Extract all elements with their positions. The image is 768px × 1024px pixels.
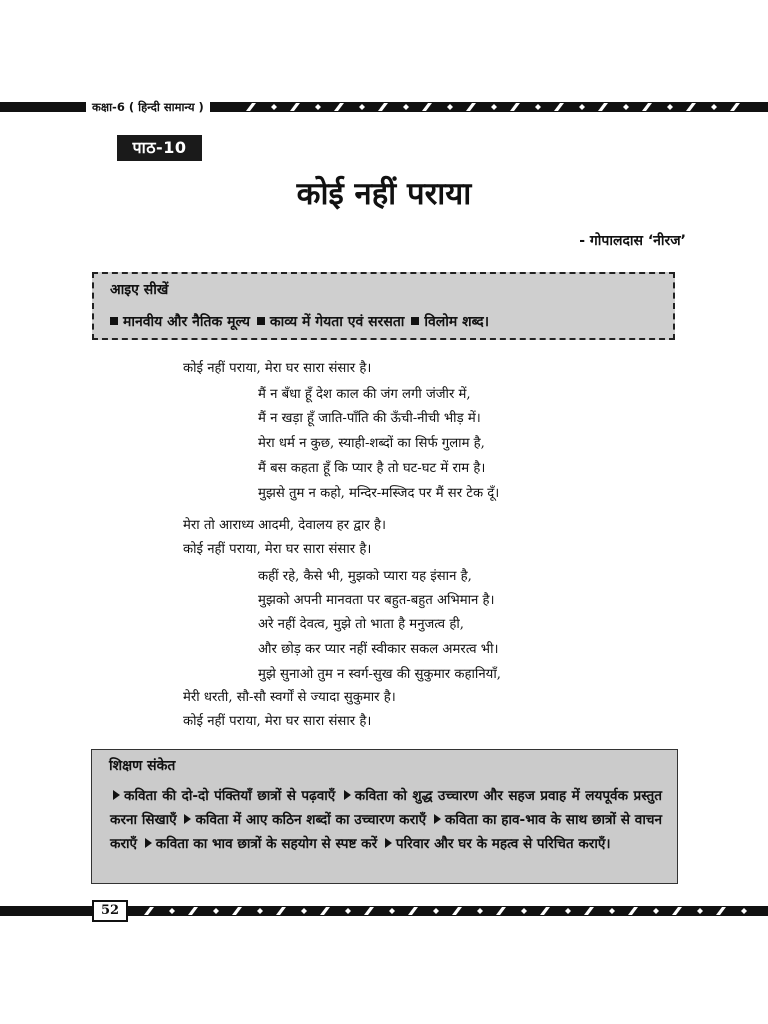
poem-line: मेरा धर्म न कुछ, स्याही-शब्दों का सिर्फ गुलाम है, xyxy=(258,436,485,451)
lesson-number-badge: पाठ-10 xyxy=(117,135,202,161)
poem-line: और छोड़ कर प्यार नहीं स्वीकार सकल अमरत्व भी। xyxy=(258,642,499,657)
bullet-square-icon xyxy=(110,317,118,325)
poem-line: मुझको अपनी मानवता पर बहुत-बहुत अभिमान है। xyxy=(258,593,495,608)
teaching-points xyxy=(110,784,662,856)
teaching-point: कविता की दो-दो पंक्तियाँ छात्रों से पढ़वाएँ xyxy=(124,788,336,804)
poem-line: मेरा तो आराध्य आदमी, देवालय हर द्वार है। xyxy=(183,518,386,533)
teaching-heading: शिक्षण संकेत xyxy=(109,758,176,774)
poem-line: मैं बस कहता हूँ कि प्यार है तो घट-घट में राम है। xyxy=(258,461,486,476)
poem-line: कोई नहीं पराया, मेरा घर सारा संसार है। xyxy=(183,542,372,557)
learning-heading: आइए सीखें xyxy=(110,282,169,298)
bullet-triangle-icon xyxy=(344,790,351,800)
teaching-point: कविता में आए कठिन शब्दों का उच्चारण कराएँ xyxy=(195,812,427,828)
poem-line: कहीं रहे, कैसे भी, मुझको प्यारा यह इंसान है, xyxy=(258,569,472,584)
teaching-point: कविता को शुद्ध उच्चारण और सहज प्रवाह में लयपूर्वक प्रस्तुत करना सिखाएँ xyxy=(110,788,663,828)
bullet-triangle-icon xyxy=(385,838,392,848)
poem-line: अरे नहीं देवत्व, मुझे तो भाता है मनुजत्व ही, xyxy=(258,617,464,632)
bullet-triangle-icon xyxy=(434,814,441,824)
teaching-point: कविता का भाव छात्रों के सहयोग से स्पष्ट करें xyxy=(155,836,378,852)
poem-line: कोई नहीं पराया, मेरा घर सारा संसार है। xyxy=(183,361,372,376)
bullet-square-icon xyxy=(411,317,419,325)
page-number: 52 xyxy=(92,900,128,922)
bullet-triangle-icon xyxy=(184,814,191,824)
learning-objectives-box xyxy=(92,272,675,340)
poem-line: मैं न बँधा हूँ देश काल की जंग लगी जंजीर में, xyxy=(258,387,471,402)
poem-line: कोई नहीं पराया, मेरा घर सारा संसार है। xyxy=(183,714,372,729)
bullet-square-icon xyxy=(257,317,265,325)
poem-line: मैं न खड़ा हूँ जाति-पाँति की ऊँची-नीची भीड़ में। xyxy=(258,411,481,426)
poem-line: मेरी धरती, सौ-सौ स्वर्गों से ज्यादा सुकुमार है। xyxy=(183,690,396,705)
poem-line: मुझे सुनाओ तुम न स्वर्ग-सुख की सुकुमार कहानियाँ, xyxy=(258,667,501,682)
learning-points xyxy=(108,312,489,331)
teaching-hints-box xyxy=(91,749,678,884)
header-class-label: कक्षा-6 ( हिन्दी सामान्य ) xyxy=(86,98,210,116)
learning-point: मानवीय और नैतिक मूल्य xyxy=(123,314,250,330)
poem-author: - गोपालदास ‘नीरज’ xyxy=(579,233,686,249)
lesson-title: कोई नहीं पराया xyxy=(296,176,472,212)
bullet-triangle-icon xyxy=(113,790,120,800)
teaching-point: परिवार और घर के महत्व से परिचित कराएँ। xyxy=(395,836,611,852)
learning-point: काव्य में गेयता एवं सरसता xyxy=(269,314,405,330)
bullet-triangle-icon xyxy=(145,838,152,848)
poem-line: मुझसे तुम न कहो, मन्दिर-मस्जिद पर मैं सर टेक दूँ। xyxy=(258,486,500,501)
teaching-point: कविता का हाव-भाव के साथ छात्रों से वाचन कराएँ xyxy=(110,812,663,852)
learning-point: विलोम शब्द। xyxy=(424,314,490,330)
